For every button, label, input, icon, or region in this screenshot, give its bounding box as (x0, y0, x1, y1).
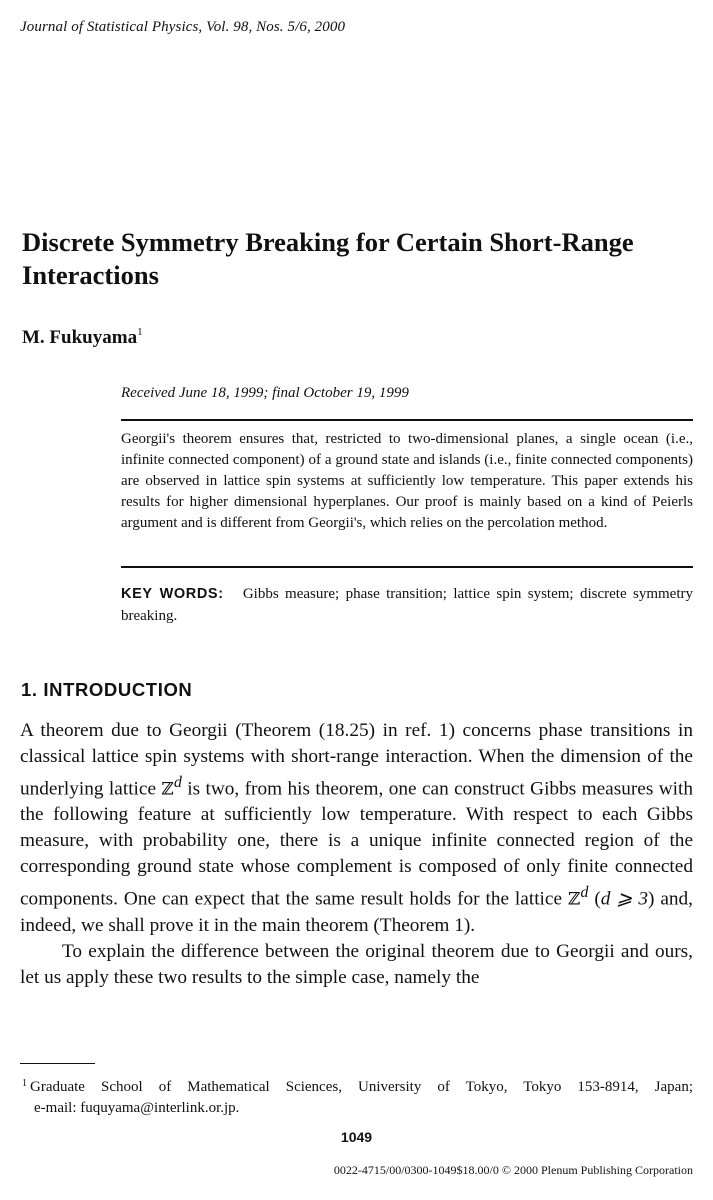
abstract: Georgii's theorem ensures that, restricted to two-dimensional planes, a single ocean (i.e., infinite connected component) of a ground state and islands (i.e., finite connected components) are observed in lattice spin systems at sufficiently low temperature. This paper extends his results for higher dimensional hyperplanes. Our proof is mainly based on a kind of Peierls argument and is different from Georgii's, which relies on the percolation method. (121, 431, 693, 531)
affiliation-mark: 1 (137, 326, 143, 338)
section-heading: 1. INTRODUCTION (21, 679, 193, 700)
author-name: M. Fukuyama (22, 327, 138, 348)
footnote (22, 1073, 693, 1119)
body-text (20, 718, 693, 991)
keywords-label: KEY WORDS: (121, 586, 224, 602)
paragraph-1 (20, 718, 693, 939)
footnote-rule (20, 1063, 95, 1064)
keywords (121, 583, 693, 627)
paragraph-2: To explain the difference between the original theorem due to Georgii and ours, let us apply these two results to the simple case, namely the (20, 940, 693, 988)
dimension-condition: d ⩾ 3 (600, 888, 649, 910)
copyright-line: 0022-4715/00/0300-1049$18.00/0 © 2000 Plenum Publishing Corporation (333, 1163, 693, 1177)
footnote-line-1 (22, 1073, 693, 1098)
footnote-mark: 1 (22, 1078, 27, 1089)
lattice-exponent: d (173, 774, 182, 791)
lattice-symbol: ℤ (161, 779, 174, 800)
paragraph-1-text: A theorem due to Georgii (Theorem (18.25) in ref. 1) concerns phase transitions in classical lattice spin systems with short-range interaction. When the dimension of the underlying lattice (20, 720, 693, 800)
abstract-bottom-rule (121, 566, 693, 568)
page-number: 1049 (340, 1129, 373, 1145)
paragraph-1-text-cont: is two, from his theorem, one can construct Gibbs measures with the following feature at sufficiently low temperature. With respect to each Gibbs measure, with probability one, there is a unique infinite connected region of the corresponding ground state whose complement is composed of only finite connected components. One can expect that the same result holds for the lattice (20, 778, 693, 910)
paragraph-1-text-end: ) and, indeed, we shall prove it in the main theorem (Theorem 1). (20, 888, 694, 936)
paren-open: ( (588, 888, 601, 910)
journal-citation: Journal of Statistical Physics, Vol. 98, Nos. 5/6, 2000 (20, 19, 346, 35)
footnote-line-2: e-mail: fuquyama@interlink.or.jp. (34, 1100, 240, 1116)
abstract-top-rule (121, 419, 693, 421)
lattice-exponent-2: d (580, 884, 589, 902)
footnote-affiliation: Graduate School of Mathematical Sciences, University of Tokyo, Tokyo 153-8914, Japan; (30, 1079, 693, 1095)
lattice-symbol-2: ℤ (567, 889, 581, 910)
author (22, 326, 143, 349)
keywords-text: Gibbs measure; phase transition; lattice spin system; discrete symmetry breaking. (121, 586, 694, 624)
received-dates: Received June 18, 1999; final October 19, 1999 (121, 385, 409, 401)
paper-title: Discrete Symmetry Breaking for Certain Short-Range Interactions (22, 227, 634, 290)
